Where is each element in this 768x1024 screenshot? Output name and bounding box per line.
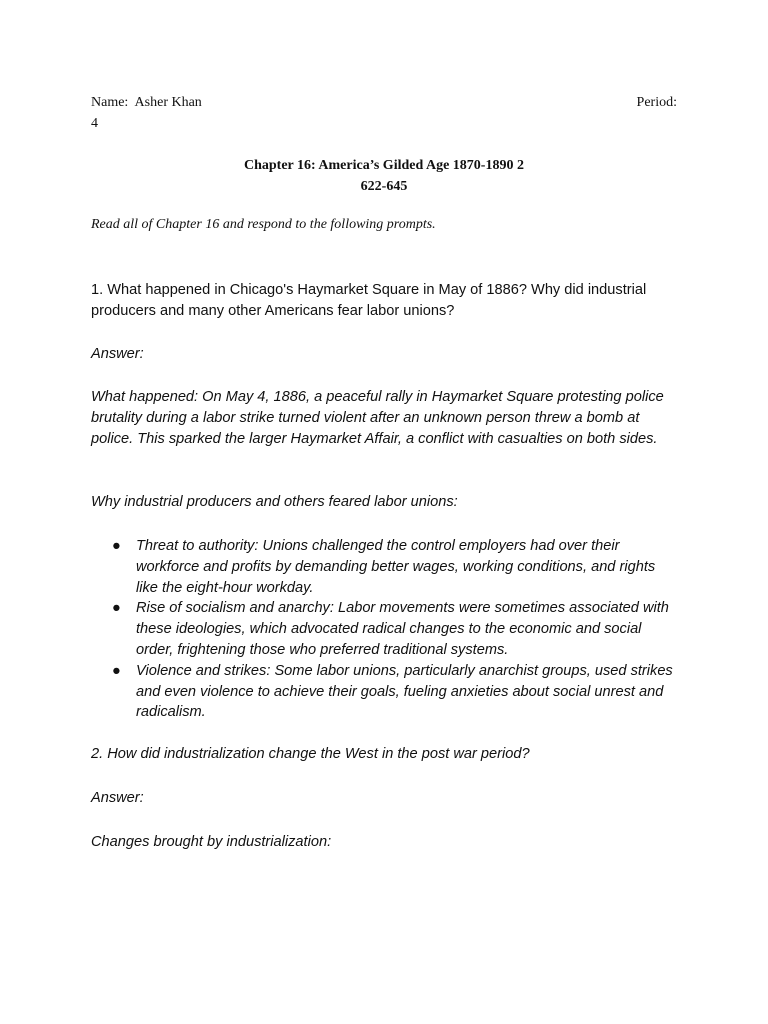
- question-1-answer-label: Answer:: [91, 346, 144, 362]
- question-1-prompt: 1. What happened in Chicago's Haymarket Square in May of 1886? Why did industrial producers and many other Americans fear labor unions?: [91, 282, 647, 319]
- period-label: Period:: [636, 95, 677, 110]
- list-item-text: Rise of socialism and anarchy: Labor movements were sometimes associated with these ideologies, which advocated radical changes to the economic and social order, frightening those who preferred traditional systems.: [136, 600, 669, 658]
- bullet-icon: ●: [112, 662, 121, 679]
- bullet-icon: ●: [112, 600, 121, 617]
- page-range: 622-645: [360, 179, 408, 194]
- bullet-icon: ●: [112, 538, 121, 554]
- question-1-what-happened: What happened: On May 4, 1886, a peaceful rally in Haymarket Square protesting police brutality during a labor strike turned violent after an unknown person threw a bomb at police. This sparked the larger Haymarket Affair, a conflict with casualties on both sides.: [91, 389, 664, 447]
- chapter-title: [91, 155, 677, 197]
- question-2-prompt: 2. How did industrialization change the West in the post war period?: [91, 746, 530, 762]
- question-1-why-label: Why industrial producers and others feared labor unions:: [91, 494, 458, 510]
- reasons-list: [91, 536, 681, 723]
- list-item-text: Threat to authority: Unions challenged the control employers had over their workforce and profits by demanding better wages, working conditions, and rights like the eight-hour workday.: [136, 538, 656, 596]
- list-item: [91, 598, 681, 660]
- question-2-changes-label: Changes brought by industrialization:: [91, 834, 332, 850]
- list-item-text: Violence and strikes: Some labor unions, particularly anarchist groups, used strikes and even violence to achieve their goals, fueling anxieties about social unrest and radicalism.: [136, 662, 673, 721]
- chapter-title-line: Chapter 16: America’s Gilded Age 1870-1890 2: [244, 158, 524, 173]
- instructions: Read all of Chapter 16 and respond to the following prompts.: [91, 217, 436, 232]
- student-name: Name: Asher Khan: [91, 95, 202, 110]
- question-2-answer-label: Answer:: [91, 790, 144, 806]
- list-item: [91, 661, 681, 723]
- list-item: [91, 536, 681, 598]
- period-value: 4: [91, 116, 98, 131]
